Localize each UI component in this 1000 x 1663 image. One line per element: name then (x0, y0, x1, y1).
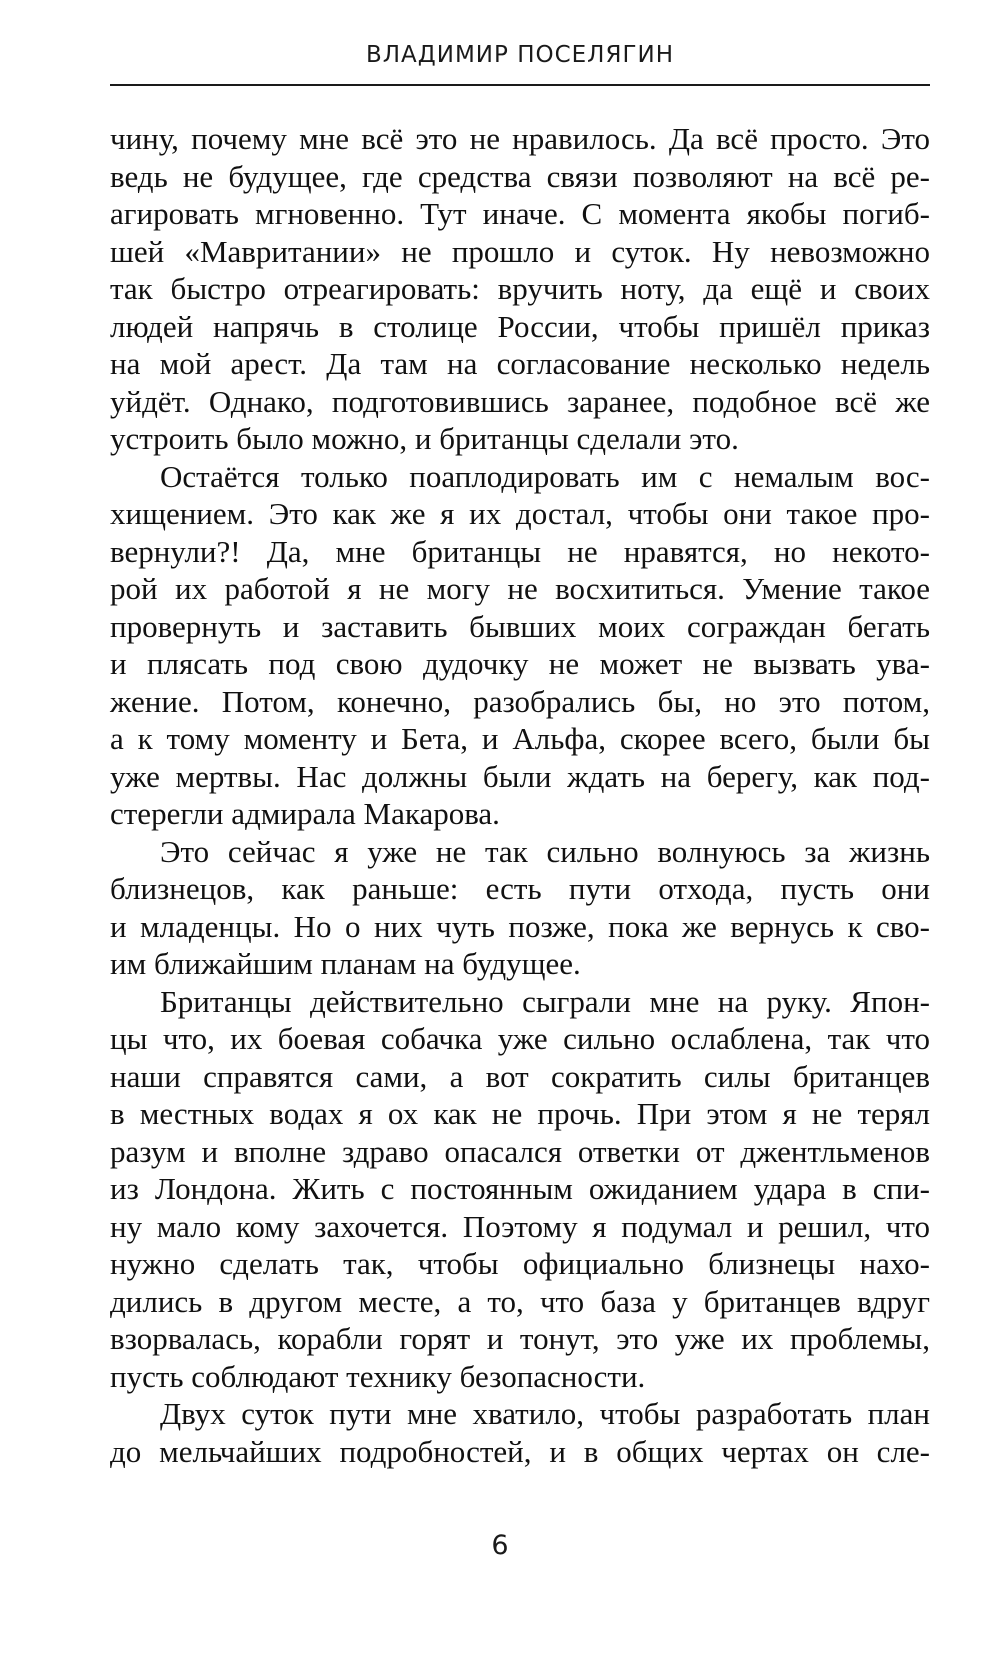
text-line: им ближайшим планам на будущее. (110, 946, 581, 981)
text-line: рой их работой я не могу не восхититься. Умение такое (110, 571, 930, 606)
text-line: Британцы действительно сыграли мне на руку. Япон- (160, 983, 930, 1019)
text-line: Остаётся только поаплодировать им с немалым вос- (160, 458, 930, 494)
text-line: Это сейчас я уже не так сильно волнуюсь за жизнь (160, 833, 930, 869)
text-line: агировать мгновенно. Тут иначе. С момента якобы погиб- (110, 196, 930, 231)
text-line: близнецов, как раньше: есть пути отхода, пусть они (110, 871, 930, 906)
text-line: и плясать под свою дудочку не может не вызвать ува- (110, 646, 930, 681)
text-line: ведь не будущее, где средства связи позволяют на всё ре- (110, 158, 930, 194)
text-line: жение. Потом, конечно, разобрались бы, но это потом, (110, 683, 930, 719)
text-line: людей напрячь в столице России, чтобы пришёл приказ (110, 308, 930, 344)
body-text (110, 120, 930, 1470)
header-rule (110, 84, 930, 86)
text-line: уйдёт. Однако, подготовившись заранее, подобное всё же (110, 383, 930, 419)
text-line: устроить было можно, и британцы сделали это. (110, 421, 739, 456)
paragraph (110, 833, 930, 983)
running-head: ВЛАДИМИР ПОСЕЛЯГИН (365, 42, 674, 68)
paragraph (110, 1395, 930, 1470)
text-line: провернуть и заставить бывших моих сограждан бегать (110, 608, 930, 644)
page-number: 6 (491, 1530, 509, 1561)
text-line: нужно сделать так, чтобы официально близнецы нахо- (110, 1246, 930, 1281)
text-line: вернули?! Да, мне британцы не нравятся, но некото- (110, 533, 930, 569)
text-line: уже мертвы. Нас должны были ждать на берегу, как под- (110, 758, 930, 794)
text-line: дились в другом месте, а то, что база у британцев вдруг (110, 1283, 930, 1319)
text-line: так быстро отреагировать: вручить ноту, да ещё и своих (110, 271, 930, 306)
text-line: на мой арест. Да там на согласование несколько недель (110, 346, 930, 381)
paragraph (110, 458, 930, 833)
text-line: чину, почему мне всё это не нравилось. Да всё просто. Это (110, 121, 930, 156)
text-line: шей «Мавритании» не прошло и суток. Ну невозможно (110, 233, 930, 269)
text-line: и младенцы. Но о них чуть позже, пока же вернусь к сво- (110, 908, 930, 944)
text-line: разум и вполне здраво опасался ответки от джентльменов (110, 1133, 930, 1169)
text-line: хищением. Это как же я их достал, чтобы они такое про- (110, 496, 930, 531)
text-line: до мельчайших подробностей, и в общих чертах он сле- (110, 1433, 930, 1469)
text-line: Двух суток пути мне хватило, чтобы разработать план (160, 1396, 930, 1431)
text-line: наши справятся сами, а вот сократить силы британцев (110, 1058, 930, 1094)
text-line: ну мало кому захочется. Поэтому я подумал и решил, что (110, 1208, 930, 1244)
text-line: цы что, их боевая собачка уже сильно ослаблена, так что (110, 1021, 930, 1056)
text-line: пусть соблюдают технику безопасности. (110, 1358, 646, 1394)
text-line: взорвалась, корабли горят и тонут, это уже их проблемы, (110, 1321, 930, 1356)
paragraph (110, 983, 930, 1396)
text-line: в местных водах я ох как не прочь. При этом я не терял (110, 1096, 930, 1131)
text-line: из Лондона. Жить с постоянным ожиданием удара в спи- (110, 1171, 930, 1206)
paragraph (110, 120, 930, 458)
text-line: а к тому моменту и Бета, и Альфа, скорее всего, были бы (110, 721, 930, 756)
text-line: стерегли адмирала Макарова. (110, 796, 500, 831)
